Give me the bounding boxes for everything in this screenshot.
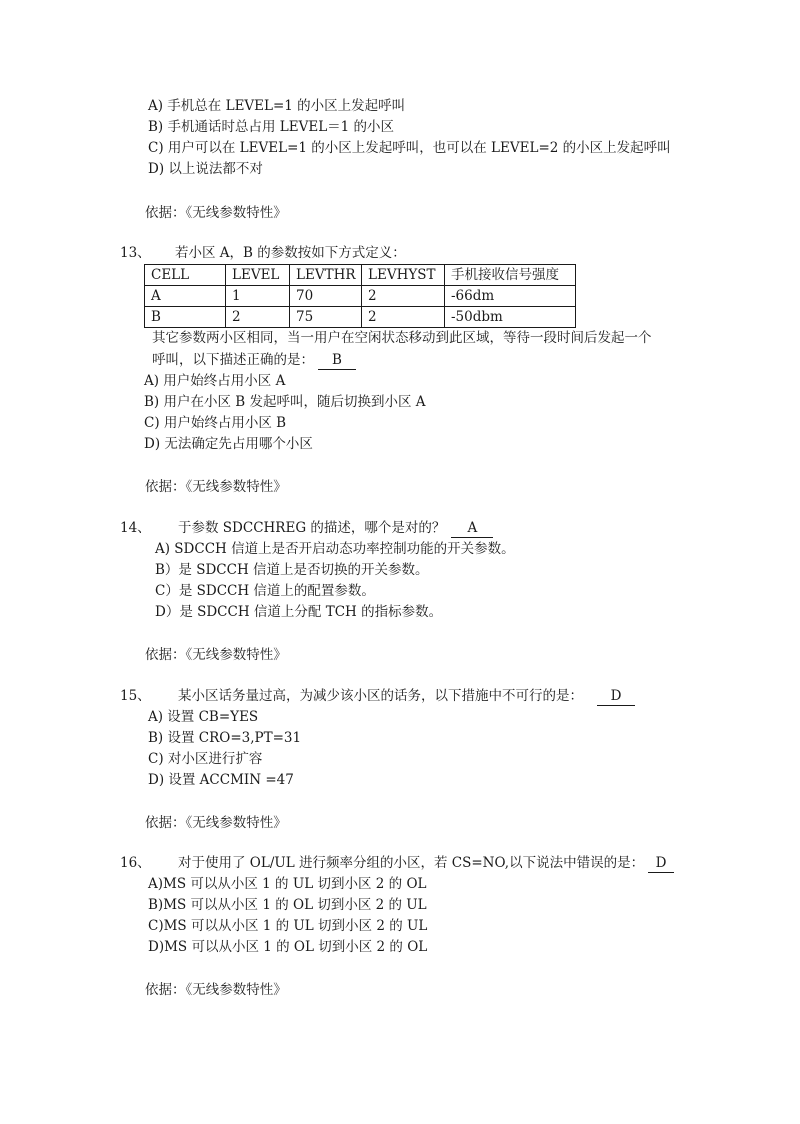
q16-basis: 依据：《无线参数特性》 [145,982,287,998]
q15-number: 15、 [120,688,151,704]
table-row [145,307,576,328]
q14-option-a: A) SDCCH 信道上是否开启动态功率控制功能的开关参数。 [155,541,515,557]
table-cell: A [145,286,226,307]
q13-option-a: A) 用户始终占用小区 A [144,373,286,389]
q13-text-line1: 其它参数两小区相同，当一用户在空闲状态移动到此区域，等待一段时间后发起一个 [152,330,652,346]
q12-option-b: B) 手机通话时总占用 LEVEL＝1 的小区 [148,119,395,135]
q14-option-d: D）是 SDCCH 信道上分配 TCH 的指标参数。 [155,604,443,620]
table-cell: -50dbm [445,307,576,328]
q13-text-line2 [152,350,356,370]
q13-basis: 依据：《无线参数特性》 [145,479,287,495]
q15-option-a: A) 设置 CB=YES [148,709,259,725]
header-cell: CELL [145,265,226,286]
q12-option-a: A) 手机总在 LEVEL=1 的小区上发起呼叫 [148,98,406,114]
q15-stem-text: 某小区话务量过高，为减少该小区的话务，以下措施中不可行的是： [178,688,583,704]
q16-option-b: B)MS 可以从小区 1 的 OL 切到小区 2 的 UL [148,897,427,913]
table-cell: 2 [226,307,290,328]
q16-option-a: A)MS 可以从小区 1 的 UL 切到小区 2 的 OL [148,876,427,892]
q14-basis: 依据：《无线参数特性》 [145,647,287,663]
q13-stem: 若小区 A，B 的参数按如下方式定义： [175,245,406,261]
table-row [145,286,576,307]
table-cell: 75 [290,307,362,328]
q14-answer: A [451,520,493,538]
q14-option-b: B）是 SDCCH 信道上是否切换的开关参数。 [155,562,429,578]
q16-stem [178,853,674,873]
q16-number: 16、 [120,855,151,871]
q14-number: 14、 [120,520,151,536]
header-cell: LEVTHR [290,265,362,286]
table-cell: B [145,307,226,328]
header-cell: LEVEL [226,265,290,286]
q12-option-c: C) 用户可以在 LEVEL=1 的小区上发起呼叫，也可以在 LEVEL=2 的小区上发起呼叫 [148,140,671,156]
q16-answer: D [648,855,674,873]
q13-text-line2-label: 呼叫，以下描述正确的是： [152,352,314,368]
header-cell: LEVHYST [362,265,445,286]
table-cell: -66dm [445,286,576,307]
table-cell: 70 [290,286,362,307]
q15-option-d: D) 设置 ACCMIN =47 [148,772,294,788]
q13-parameter-table [144,264,576,328]
q16-option-d: D)MS 可以从小区 1 的 OL 切到小区 2 的 OL [148,939,428,955]
q15-stem [178,686,635,706]
q16-stem-text: 对于使用了 OL/UL 进行频率分组的小区，若 CS=NO,以下说法中错误的是： [178,855,645,871]
q15-basis: 依据：《无线参数特性》 [145,815,287,831]
table-cell: 2 [362,286,445,307]
q14-option-c: C）是 SDCCH 信道上的配置参数。 [155,583,375,599]
q15-option-c: C) 对小区进行扩容 [148,751,263,767]
q15-option-b: B) 设置 CRO=3,PT=31 [148,730,302,746]
table-cell: 1 [226,286,290,307]
q13-answer: B [318,352,356,370]
q16-option-c: C)MS 可以从小区 1 的 UL 切到小区 2 的 UL [148,918,428,934]
q13-number: 13、 [120,245,151,261]
q14-stem [178,518,493,538]
q15-answer: D [597,688,635,706]
q12-option-d: D) 以上说法都不对 [148,161,263,177]
q13-option-b: B) 用户在小区 B 发起呼叫，随后切换到小区 A [144,394,426,410]
q13-option-c: C) 用户始终占用小区 B [144,415,287,431]
table-header-row [145,265,576,286]
header-cell: 手机接收信号强度 [445,265,576,286]
q14-stem-text: 于参数 SDCCHREG 的描述，哪个是对的？ [178,520,446,536]
table-cell: 2 [362,307,445,328]
q12-basis: 依据：《无线参数特性》 [145,205,287,221]
q13-option-d: D) 无法确定先占用哪个小区 [144,436,313,452]
